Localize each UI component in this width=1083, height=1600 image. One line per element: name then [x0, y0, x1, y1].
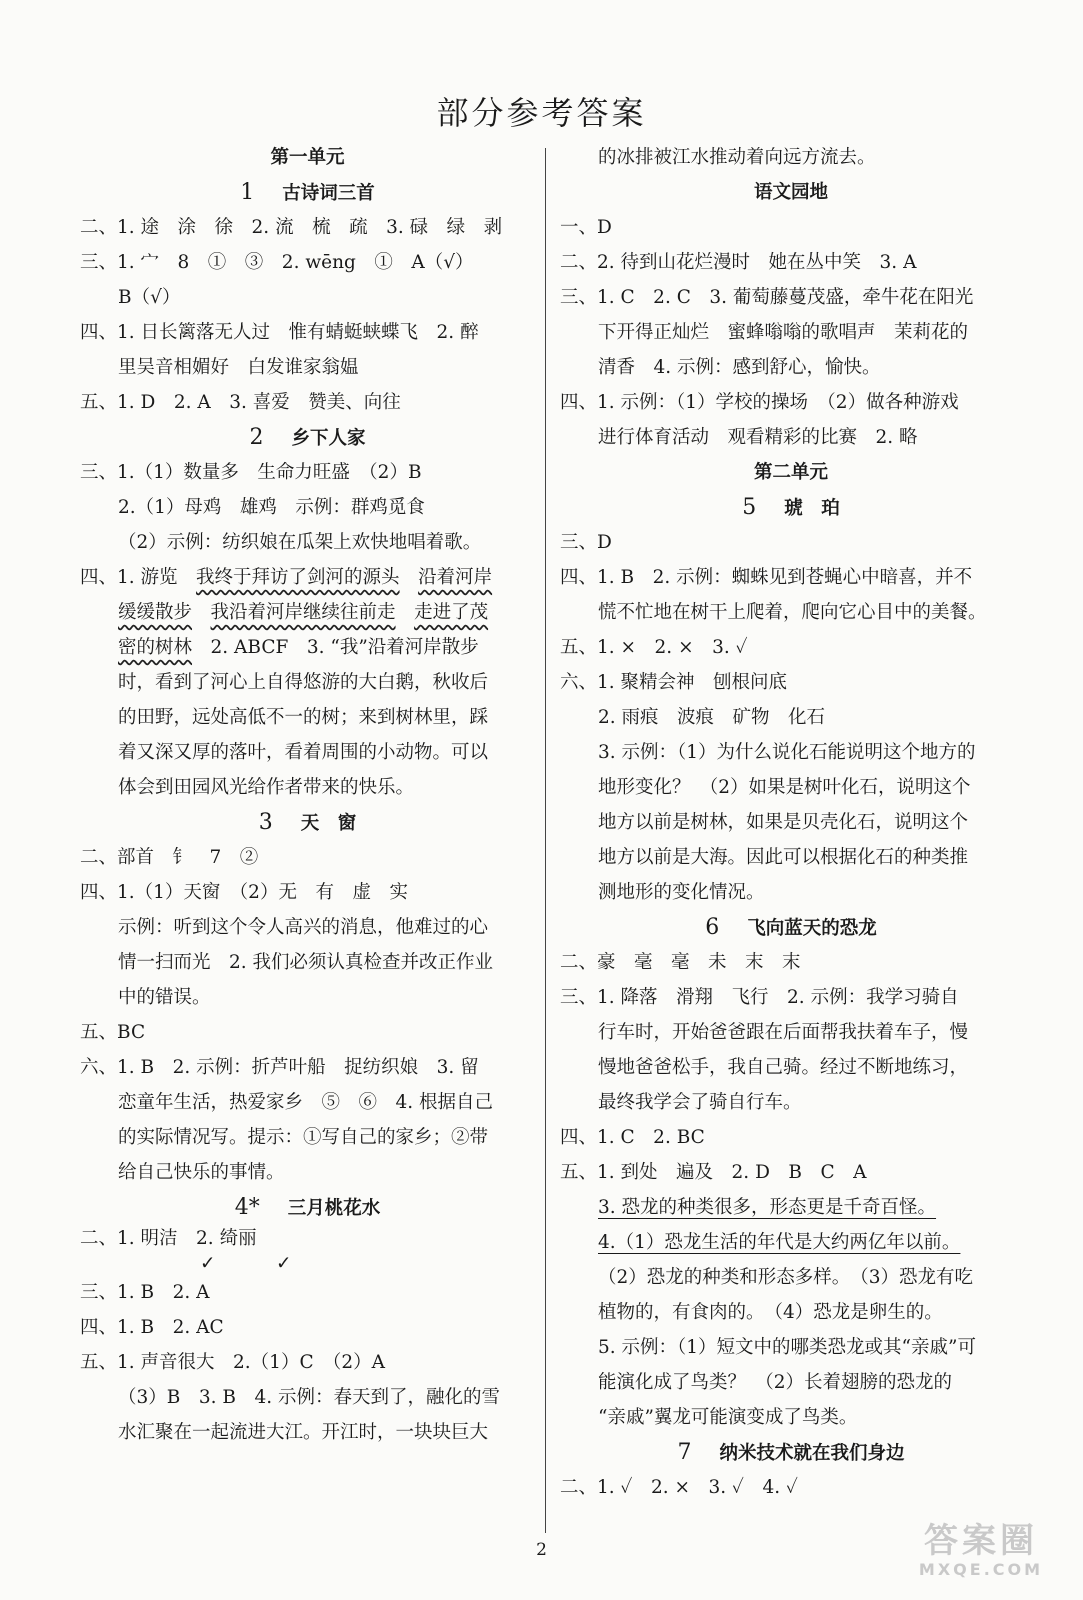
answer-line: 六、1. B 2. 示例：折芦叶船 捉纺织娘 3. 留	[80, 1057, 479, 1078]
answer-line: 五、1. 到处 遍及 2. D B C A	[560, 1162, 867, 1183]
answer-line: 二、2. 待到山花烂漫时 她在丛中笑 3. A	[560, 252, 917, 273]
answer-line: （3）B 3. B 4. 示例：春天到了，融化的雪	[118, 1387, 501, 1408]
wavy-underlined-text: 沿着河岸	[418, 567, 493, 588]
answer-line: 四、1. 示例：（1）学校的操场 （2）做各种游戏	[560, 392, 959, 413]
watermark-text: 答案圈	[924, 1521, 1038, 1561]
answer-line: 三、1. 宀 8 ① ③ 2. wēng ① A（√）	[80, 252, 474, 273]
answer-line: 的田野，远处高低不一的树；来到树林里，踩	[118, 707, 489, 728]
lesson-number: 5	[742, 495, 757, 520]
lesson-title: 三月桃花水	[287, 1198, 381, 1219]
lesson-title: 天 窗	[300, 813, 357, 834]
answer-line: 四、1. B 2. AC	[80, 1317, 224, 1338]
answer-line	[560, 1190, 1022, 1225]
answer-line: 行车时，开始爸爸跟在后面帮我扶着车子，慢	[598, 1022, 969, 1043]
answer-line: 五、1. D 2. A 3. 喜爱 赞美、向往	[80, 392, 401, 413]
answer-line: 测地形的变化情况。	[598, 882, 765, 903]
answer-line: 水汇聚在一起流进大江。开江时，一块块巨大	[118, 1422, 489, 1443]
answer-line: 三、1. C 2. C 3. 葡萄藤蔓茂盛，牵牛花在阳光	[560, 287, 974, 308]
answer-line: 下开得正灿烂 蜜蜂嗡嗡的歌唱声 茉莉花的	[598, 322, 969, 343]
lesson-title: 纳米技术就在我们身边	[719, 1443, 905, 1464]
answer-line: 慌不忙地在树干上爬着，爬向它心目中的美餐。	[598, 602, 987, 623]
unit-heading: 第一单元	[270, 147, 345, 168]
answer-line: 五、1. × 2. × 3. ✓	[560, 637, 748, 658]
answer-line	[80, 630, 535, 665]
answer-line: 5. 示例：（1）短文中的哪类恐龙或其“亲戚”可	[598, 1337, 976, 1358]
answer-line: 四、1. B 2. 示例：蜘蛛见到苍蝇心中暗喜，并不	[560, 567, 973, 588]
answer-line: 示例：听到这个令人高兴的消息，他难过的心	[118, 917, 489, 938]
page-title: 部分参考答案	[436, 94, 647, 132]
answer-line: 慢地爸爸松手，我自己骑。经过不断地练习，	[598, 1057, 969, 1078]
answer-line: 体会到田园风光给作者带来的快乐。	[118, 777, 415, 798]
answer-line: 清香 4. 示例：感到舒心，愉快。	[598, 357, 881, 378]
answer-line: 能演化成了鸟类？ （2）长着翅膀的恐龙的	[598, 1372, 953, 1393]
answer-line: B（√）	[118, 287, 181, 308]
answer-line: （2）示例：纺织娘在瓜架上欢快地唱着歌。	[118, 532, 482, 553]
answer-line: 三、1. B 2. A	[80, 1282, 210, 1303]
lesson-number: 1	[240, 180, 255, 205]
answer-line: 时，看到了河心上自得悠游的大白鹅，秋收后	[118, 672, 489, 693]
lesson-heading	[80, 420, 535, 455]
left-column	[80, 140, 535, 1450]
lesson-heading	[560, 490, 1022, 525]
lesson-heading	[560, 910, 1022, 945]
answer-line: 着又深又厚的落叶，看着周围的小动物。可以	[118, 742, 489, 763]
answer-line: 中的错误。	[118, 987, 211, 1008]
underlined-text: 4.（1）恐龙生活的年代是大约两亿年以前。	[598, 1232, 961, 1253]
page-number: 2	[536, 1540, 547, 1560]
answer-line: 地方以前是大海。因此可以根据化石的种类推	[598, 847, 969, 868]
lesson-heading	[80, 175, 535, 210]
answer-line: 的实际情况写。提示：①写自己的家乡；②带	[118, 1127, 489, 1148]
answer-line: 六、1. 聚精会神 刨根问底	[560, 672, 788, 693]
answer-line: 三、1. 降落 滑翔 飞行 2. 示例：我学习骑自	[560, 987, 959, 1008]
answer-line: 里吴音相媚好 白发谁家翁媪	[118, 357, 359, 378]
lesson-heading	[80, 805, 535, 840]
watermark-domain: MXQE.COM	[918, 1560, 1044, 1579]
answer-line: 四、1. 日长篱落无人过 惟有蜻蜓蛱蝶飞 2. 醉	[80, 322, 479, 343]
section-heading: 语文园地	[753, 182, 828, 203]
answer-line: 地方以前是树林，如果是贝壳化石，说明这个	[598, 812, 969, 833]
answer-text: 四、1. 游览	[80, 567, 197, 588]
answer-line: 一、D	[560, 217, 612, 238]
lesson-number: 3	[258, 810, 273, 835]
lesson-heading	[560, 1435, 1022, 1470]
check-mark-icon: ✓	[276, 1253, 292, 1274]
lesson-heading	[80, 1190, 535, 1225]
answer-line: 3. 示例：（1）为什么说化石能说明这个地方的	[598, 742, 976, 763]
wavy-underlined-text: 我终于拜访了剑河的源头	[196, 567, 400, 588]
answer-line: 进行体育活动 观看精彩的比赛 2. 略	[598, 427, 918, 448]
answer-line: “亲戚”翼龙可能演变成了鸟类。	[598, 1407, 858, 1428]
lesson-title: 琥 珀	[784, 498, 840, 519]
answer-line: 二、部首 钅 7 ②	[80, 847, 259, 868]
answer-line	[560, 1225, 1022, 1260]
answer-line: 三、1.（1）数量多 生命力旺盛 （2）B	[80, 462, 422, 483]
answer-line	[80, 560, 535, 595]
answer-line: 2.（1）母鸡 雄鸡 示例：群鸡觅食	[118, 497, 425, 518]
answer-line: 四、1. C 2. BC	[560, 1127, 705, 1148]
underlined-text: 3. 恐龙的种类很多，形态更是千奇百怪。	[598, 1197, 937, 1218]
answer-line: 给自己快乐的事情。	[118, 1162, 285, 1183]
lesson-title: 古诗词三首	[282, 183, 375, 204]
answer-text: 2. ABCF 3. “我”沿着河岸散步	[192, 637, 479, 658]
answer-line: 情一扫而光 2. 我们必须认真检查并改正作业	[118, 952, 494, 973]
lesson-title: 乡下人家	[291, 428, 366, 449]
column-divider	[545, 148, 546, 1533]
answer-line: 二、豪 毫 毫 未 末 末	[560, 952, 801, 973]
answer-line: 地形变化？ （2）如果是树叶化石，说明这个	[598, 777, 971, 798]
answer-line: 四、1.（1）天窗 （2）无 有 虚 实	[80, 882, 408, 903]
lesson-title: 飞向蓝天的恐龙	[747, 918, 877, 939]
check-marks-row	[80, 1253, 535, 1275]
answer-line: 五、1. 声音很大 2.（1）C （2）A	[80, 1352, 385, 1373]
wavy-underlined-text: 密的树林	[118, 637, 193, 658]
answer-line	[80, 595, 535, 630]
answer-line: 二、1. 明洁 2. 绮丽	[80, 1228, 257, 1249]
answer-line: 最终我学会了骑自行车。	[598, 1092, 802, 1113]
answer-line: 植物的，有食肉的。 （4）恐龙是卵生的。	[598, 1302, 943, 1323]
lesson-number: 2	[249, 425, 264, 450]
unit-heading: 第二单元	[753, 462, 828, 483]
answer-line: （2）恐龙的种类和形态多样。 （3）恐龙有吃	[598, 1267, 974, 1288]
answer-line: 五、BC	[80, 1022, 146, 1043]
answer-line: 的冰排被江水推动着向远方流去。	[598, 147, 876, 168]
wavy-underlined-text: 缓缓散步	[118, 602, 193, 623]
answer-line: 三、D	[560, 532, 612, 553]
lesson-number: 6	[705, 915, 720, 940]
right-column	[560, 140, 1022, 1505]
answer-line: 二、1. ✓ 2. × 3. ✓ 4. ✓	[560, 1477, 798, 1498]
answer-line: 2. 雨痕 波痕 矿物 化石	[598, 707, 826, 728]
check-mark-icon: ✓	[200, 1253, 216, 1274]
lesson-number: 4*	[234, 1195, 260, 1220]
wavy-underlined-text: 我沿着河岸继续往前走	[210, 602, 396, 623]
answer-line: 二、1. 途 涂 徐 2. 流 梳 疏 3. 碌 绿 剥	[80, 217, 503, 238]
answer-line: 恋童年生活，热爱家乡 ⑤ ⑥ 4. 根据自己	[118, 1092, 494, 1113]
watermark-logo	[901, 1522, 1061, 1582]
lesson-number: 7	[677, 1440, 692, 1465]
wavy-underlined-text: 走进了茂	[414, 602, 489, 623]
